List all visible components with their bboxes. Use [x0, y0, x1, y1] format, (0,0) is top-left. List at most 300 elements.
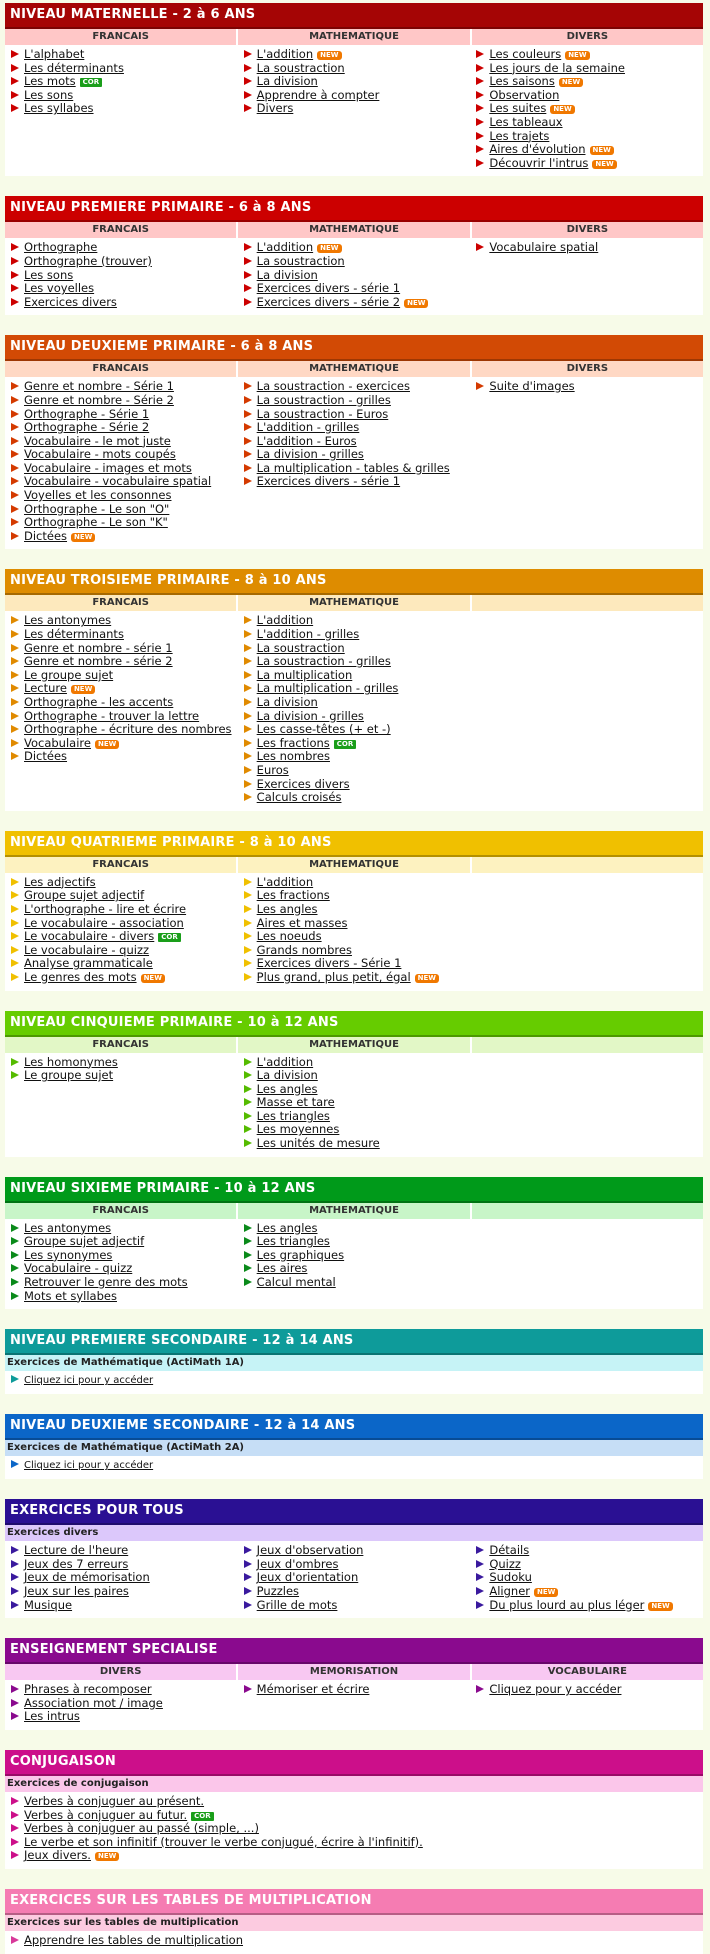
list-item: [11, 89, 238, 103]
triangle-bullet-icon: [244, 793, 252, 801]
cor-badge: COR: [334, 740, 356, 749]
list-item: [11, 255, 238, 269]
triangle-bullet-icon: [476, 159, 484, 167]
link-les-saisons[interactable]: Les saisons: [489, 74, 555, 89]
link-les-moyennes[interactable]: Les moyennes: [256, 1122, 340, 1137]
link-les-intrus[interactable]: Les intrus: [24, 1709, 80, 1724]
link-les-homonymes[interactable]: Les homonymes: [24, 1054, 118, 1069]
link-les-determinants[interactable]: Les déterminants: [24, 60, 124, 75]
link-les-fractions[interactable]: Les fractions: [256, 735, 330, 750]
triangle-bullet-icon: [244, 396, 252, 404]
list-item: [244, 669, 471, 683]
link-la-soustraction[interactable]: La soustraction: [256, 253, 345, 268]
column-header-divers: DIVERS: [472, 29, 703, 45]
triangle-bullet-icon: [11, 739, 19, 747]
triangle-bullet-icon: [11, 630, 19, 638]
triangle-bullet-icon: [244, 1071, 252, 1079]
link-genre-et-nombre-serie-1[interactable]: Genre et nombre - Série 1: [24, 379, 174, 394]
link-vocabulaire-mots-coupes[interactable]: Vocabulaire - mots coupés: [24, 447, 176, 462]
triangle-bullet-icon: [244, 1125, 252, 1133]
link-la-multiplication[interactable]: La multiplication: [256, 667, 353, 682]
triangle-bullet-icon: [11, 946, 19, 954]
link-la-division[interactable]: La division: [256, 1068, 318, 1083]
link-genre-et-nombre-serie-1[interactable]: Genre et nombre - série 1: [24, 640, 173, 655]
link-plus-grand-plus-petit-egal[interactable]: Plus grand, plus petit, égal: [256, 969, 411, 984]
list-item: [476, 89, 703, 103]
link-la-soustraction-grilles[interactable]: La soustraction - grilles: [256, 392, 391, 407]
triangle-bullet-icon: [244, 423, 252, 431]
list-item: [11, 1249, 238, 1263]
list-item: [476, 1599, 703, 1613]
column-mathematique: [238, 876, 471, 985]
link-vocabulaire-vocabulaire-spatial[interactable]: Vocabulaire - vocabulaire spatial: [24, 474, 212, 489]
link-l-addition[interactable]: L'addition: [256, 240, 314, 255]
list-item: [11, 1585, 238, 1599]
triangle-bullet-icon: [11, 464, 19, 472]
column-header-francais: FRANCAIS: [5, 595, 238, 611]
link-les-triangles[interactable]: Les triangles: [256, 1234, 330, 1249]
link-orthographe-serie-1[interactable]: Orthographe - Série 1: [24, 406, 150, 421]
link-du-plus-lourd-au-plus-leger[interactable]: Du plus lourd au plus léger: [489, 1597, 645, 1612]
cor-badge: COR: [80, 78, 102, 87]
link-phrases-a-recomposer[interactable]: Phrases à recomposer: [24, 1682, 152, 1697]
section-title: NIVEAU QUATRIEME PRIMAIRE - 8 à 10 ANS: [5, 831, 703, 857]
link-la-division[interactable]: La division: [256, 74, 318, 89]
link-aligner[interactable]: Aligner: [489, 1584, 530, 1598]
triangle-bullet-icon: [244, 271, 252, 279]
link-verbes-a-conjuguer-au-futur[interactable]: Verbes à conjuguer au futur.: [24, 1807, 188, 1822]
list-item: [244, 778, 471, 792]
list-item: [11, 1235, 238, 1249]
triangle-bullet-icon: [476, 1573, 484, 1581]
triangle-bullet-icon: [244, 450, 252, 458]
link-lecture[interactable]: Lecture: [24, 681, 67, 696]
link-les-sons[interactable]: Les sons: [24, 267, 74, 282]
list-item: [11, 889, 238, 903]
new-badge: NEW: [648, 1602, 672, 1611]
link-jeux-divers[interactable]: Jeux divers.: [24, 1848, 91, 1863]
link-les-angles[interactable]: Les angles: [256, 1081, 318, 1096]
link-la-division-grilles[interactable]: La division - grilles: [256, 447, 364, 462]
link-le-vocabulaire-quizz[interactable]: Le vocabulaire - quizz: [24, 942, 150, 957]
link-la-soustraction[interactable]: La soustraction: [256, 60, 345, 75]
list-item: [244, 737, 471, 751]
link-orthographe-les-accents[interactable]: Orthographe - les accents: [24, 695, 174, 709]
link-les-aires[interactable]: Les aires: [256, 1261, 308, 1276]
list-item: [11, 1809, 703, 1823]
triangle-bullet-icon: [11, 450, 19, 458]
triangle-bullet-icon: [11, 973, 19, 981]
link-les-unites-de-mesure[interactable]: Les unités de mesure: [256, 1136, 380, 1151]
link-le-vocabulaire-association[interactable]: Le vocabulaire - association: [24, 915, 184, 930]
list-item: [244, 48, 471, 62]
triangle-bullet-icon: [244, 1237, 252, 1245]
list-item: [476, 1571, 703, 1585]
list-item: [244, 750, 471, 764]
list-item: [244, 1110, 471, 1124]
triangle-bullet-icon: [11, 532, 19, 540]
triangle-bullet-icon: [11, 671, 19, 679]
link-lecture-de-l-heure[interactable]: Lecture de l'heure: [24, 1543, 129, 1558]
link-jeux-sur-les-paires[interactable]: Jeux sur les paires: [24, 1584, 129, 1598]
list-item: [244, 462, 471, 476]
link-genre-et-nombre-serie-2[interactable]: Genre et nombre - série 2: [24, 654, 173, 669]
link-quizz[interactable]: Quizz: [489, 1556, 521, 1571]
link-les-synonymes[interactable]: Les synonymes: [24, 1247, 113, 1262]
link-vocabulaire-quizz[interactable]: Vocabulaire - quizz: [24, 1261, 133, 1276]
new-badge: NEW: [534, 1588, 558, 1597]
cor-badge: COR: [158, 933, 180, 942]
section-title: EXERCICES POUR TOUS: [5, 1499, 703, 1525]
link-les-angles[interactable]: Les angles: [256, 1220, 318, 1235]
link-l-addition[interactable]: L'addition: [256, 1054, 314, 1069]
triangle-bullet-icon: [11, 1699, 19, 1707]
column-divers: [470, 380, 703, 543]
link-la-soustraction-grilles[interactable]: La soustraction - grilles: [256, 654, 391, 669]
link-details[interactable]: Détails: [489, 1543, 530, 1558]
link-orthographe[interactable]: Orthographe: [24, 240, 98, 255]
link-voyelles-et-les-consonnes[interactable]: Voyelles et les consonnes: [24, 488, 172, 503]
column-header-mathematique: MATHEMATIQUE: [238, 1037, 471, 1053]
list-item: [11, 1849, 703, 1863]
link-orthographe-ecriture-des-nombres[interactable]: Orthographe - écriture des nombres: [24, 722, 232, 737]
link-la-division-grilles[interactable]: La division - grilles: [256, 708, 364, 723]
list-item: [244, 1137, 471, 1151]
link-analyse-grammaticale[interactable]: Analyse grammaticale: [24, 956, 153, 971]
link-les-nombres[interactable]: Les nombres: [256, 749, 330, 764]
triangle-bullet-icon: [11, 423, 19, 431]
link-aires-et-masses[interactable]: Aires et masses: [256, 915, 348, 930]
columns: [5, 1541, 703, 1618]
link-l-addition[interactable]: L'addition: [256, 874, 314, 889]
list-item: [11, 682, 238, 696]
list-item: [11, 1822, 703, 1836]
list-item: [244, 1069, 471, 1083]
link-les-mots[interactable]: Les mots: [24, 74, 76, 89]
link-le-groupe-sujet[interactable]: Le groupe sujet: [24, 1068, 114, 1083]
triangle-bullet-icon: [476, 104, 484, 112]
triangle-bullet-icon: [11, 752, 19, 760]
link-apprendre-les-tables-de-multiplication[interactable]: Apprendre les tables de multiplication: [24, 1932, 244, 1947]
triangle-bullet-icon: [476, 132, 484, 140]
list-item: [11, 1374, 703, 1388]
column-header-francais: FRANCAIS: [5, 1037, 238, 1053]
link-groupe-sujet-adjectif[interactable]: Groupe sujet adjectif: [24, 1234, 145, 1249]
link-orthographe-trouver[interactable]: Orthographe (trouver): [24, 253, 152, 268]
list-item: [11, 241, 238, 255]
link-observation[interactable]: Observation: [489, 87, 560, 102]
link-l-addition[interactable]: L'addition: [256, 47, 314, 61]
column-francais: [5, 614, 238, 804]
triangle-bullet-icon: [11, 698, 19, 706]
list-item: [11, 1544, 238, 1558]
triangle-bullet-icon: [244, 684, 252, 692]
list-item: [244, 1222, 471, 1236]
link-l-addition-grilles[interactable]: L'addition - grilles: [256, 420, 360, 435]
column-mathematique: [238, 1056, 471, 1151]
new-badge: NEW: [317, 51, 341, 60]
triangle-bullet-icon: [244, 780, 252, 788]
list-item: [11, 917, 238, 931]
list-item: [11, 944, 238, 958]
link-les-tableaux[interactable]: Les tableaux: [489, 114, 563, 129]
link-l-addition[interactable]: L'addition: [256, 613, 314, 628]
column-mathematique: [238, 48, 471, 170]
link-euros[interactable]: Euros: [256, 762, 289, 777]
section-niveau-deuxieme-secondaire-12-a-14-ans: [5, 1414, 703, 1479]
triangle-bullet-icon: [244, 766, 252, 774]
link-apprendre-a-compter[interactable]: Apprendre à compter: [256, 87, 380, 102]
triangle-bullet-icon: [11, 1058, 19, 1066]
link-suite-d-images[interactable]: Suite d'images: [489, 379, 575, 394]
column-header-mathematique: MATHEMATIQUE: [238, 222, 471, 238]
link-le-verbe-et-son-infinitif-trouver-le-verbe-conjugue-ecrire-a-l-infinitif[interactable]: Le verbe et son infinitif (trouver le verbe conjugué, écrire à l'infinitif).: [24, 1834, 423, 1849]
columns: [5, 873, 703, 991]
link-les-graphiques[interactable]: Les graphiques: [256, 1247, 345, 1262]
list-item: [244, 241, 471, 255]
link-dictees[interactable]: Dictées: [24, 749, 68, 764]
section-title: ENSEIGNEMENT SPECIALISE: [5, 1638, 703, 1664]
list-item: [244, 448, 471, 462]
triangle-bullet-icon: [11, 477, 19, 485]
new-badge: NEW: [565, 51, 589, 60]
list-item: [244, 1249, 471, 1263]
column-empty: [470, 614, 703, 804]
column: [238, 1544, 471, 1612]
triangle-bullet-icon: [244, 298, 252, 306]
triangle-bullet-icon: [244, 91, 252, 99]
columns: [5, 1219, 703, 1310]
triangle-bullet-icon: [11, 1251, 19, 1259]
subheader: Exercices de Mathématique (ActiMath 1A): [5, 1355, 703, 1371]
triangle-bullet-icon: [244, 1685, 252, 1693]
column-header-divers: DIVERS: [472, 361, 703, 377]
list-item: [11, 394, 238, 408]
triangle-bullet-icon: [244, 1601, 252, 1609]
link-la-multiplication-grilles[interactable]: La multiplication - grilles: [256, 681, 399, 696]
list-item: [244, 723, 471, 737]
link-les-triangles[interactable]: Les triangles: [256, 1108, 330, 1123]
column-headers: [5, 361, 703, 377]
column-vocabulaire: [470, 1683, 703, 1724]
link-verbes-a-conjuguer-au-passe-simple[interactable]: Verbes à conjuguer au passé (simple, ...): [24, 1821, 259, 1836]
link-musique[interactable]: Musique: [24, 1597, 73, 1612]
new-badge: NEW: [71, 533, 95, 542]
link-les-suites[interactable]: Les suites: [489, 101, 547, 116]
triangle-bullet-icon: [244, 712, 252, 720]
section-title: NIVEAU DEUXIEME PRIMAIRE - 6 à 8 ANS: [5, 335, 703, 361]
link-les-couleurs[interactable]: Les couleurs: [489, 47, 562, 61]
triangle-bullet-icon: [11, 1838, 19, 1846]
triangle-bullet-icon: [476, 1546, 484, 1554]
link-les-sons[interactable]: Les sons: [24, 87, 74, 102]
column-header-memorisation: MEMORISATION: [238, 1664, 471, 1680]
link-le-groupe-sujet[interactable]: Le groupe sujet: [24, 667, 114, 682]
link-exercices-divers[interactable]: Exercices divers: [24, 294, 117, 309]
list-item: [11, 971, 238, 985]
link-les-adjectifs[interactable]: Les adjectifs: [24, 874, 96, 889]
link-masse-et-tare[interactable]: Masse et tare: [256, 1095, 335, 1110]
triangle-bullet-icon: [244, 919, 252, 927]
triangle-bullet-icon: [11, 657, 19, 665]
link-jeux-des-7-erreurs[interactable]: Jeux des 7 erreurs: [24, 1556, 129, 1571]
link-mots-et-syllabes[interactable]: Mots et syllabes: [24, 1288, 117, 1303]
link-l-addition-euros[interactable]: L'addition - Euros: [256, 433, 357, 448]
list-item: [11, 655, 238, 669]
link-decouvrir-l-intrus[interactable]: Découvrir l'intrus: [489, 155, 589, 170]
link-grands-nombres[interactable]: Grands nombres: [256, 942, 352, 957]
link-cliquez-ici-pour-y-acceder[interactable]: Cliquez ici pour y accéder: [24, 1460, 154, 1472]
link-vocabulaire-spatial[interactable]: Vocabulaire spatial: [489, 240, 599, 255]
link-dictees[interactable]: Dictées: [24, 528, 68, 543]
link-les-noeuds[interactable]: Les noeuds: [256, 929, 322, 944]
list-item: [244, 1083, 471, 1097]
link-vocabulaire[interactable]: Vocabulaire: [24, 735, 91, 750]
triangle-bullet-icon: [244, 959, 252, 967]
link-les-jours-de-la-semaine[interactable]: Les jours de la semaine: [489, 60, 625, 75]
link-les-antonymes[interactable]: Les antonymes: [24, 1220, 112, 1235]
link-la-soustraction[interactable]: La soustraction: [256, 640, 345, 655]
link-orthographe-le-son-k[interactable]: Orthographe - Le son "K": [24, 515, 168, 530]
link-la-division[interactable]: La division: [256, 267, 318, 282]
list-item: [244, 255, 471, 269]
triangle-bullet-icon: [244, 1139, 252, 1147]
list-item: [244, 917, 471, 931]
triangle-bullet-icon: [11, 1797, 19, 1805]
triangle-bullet-icon: [11, 271, 19, 279]
link-les-casse-tetes-et[interactable]: Les casse-têtes (+ et -): [256, 722, 391, 737]
list-item: [244, 296, 471, 310]
link-la-soustraction-exercices[interactable]: La soustraction - exercices: [256, 379, 410, 394]
link-aires-d-evolution[interactable]: Aires d'évolution: [489, 142, 586, 157]
section-exercices-sur-les-tables-de-multiplication: [5, 1889, 703, 1954]
link-calcul-mental[interactable]: Calcul mental: [256, 1275, 336, 1290]
list-item: [476, 62, 703, 76]
link-l-orthographe-lire-et-ecrire[interactable]: L'orthographe - lire et écrire: [24, 901, 187, 916]
link-cliquez-ici-pour-y-acceder[interactable]: Cliquez ici pour y accéder: [24, 1375, 154, 1387]
link-vocabulaire-images-et-mots[interactable]: Vocabulaire - images et mots: [24, 460, 192, 475]
list-item: [11, 516, 238, 530]
new-badge: NEW: [141, 974, 165, 983]
triangle-bullet-icon: [11, 1601, 19, 1609]
triangle-bullet-icon: [476, 77, 484, 85]
link-orthographe-trouver-la-lettre[interactable]: Orthographe - trouver la lettre: [24, 708, 200, 723]
list-item: [244, 1599, 471, 1613]
link-les-trajets[interactable]: Les trajets: [489, 128, 550, 143]
link-groupe-sujet-adjectif[interactable]: Groupe sujet adjectif: [24, 888, 145, 903]
column-header-mathematique: MATHEMATIQUE: [238, 29, 471, 45]
column-mathematique: [238, 380, 471, 543]
link-le-vocabulaire-divers[interactable]: Le vocabulaire - divers: [24, 929, 155, 944]
link-l-addition-grilles[interactable]: L'addition - grilles: [256, 627, 360, 642]
link-la-multiplication-tables-grilles[interactable]: La multiplication - tables & grilles: [256, 460, 450, 475]
triangle-bullet-icon: [11, 1546, 19, 1554]
list-item: [11, 642, 238, 656]
triangle-bullet-icon: [476, 118, 484, 126]
column-headers: [5, 595, 703, 611]
triangle-bullet-icon: [11, 725, 19, 733]
link-les-angles[interactable]: Les angles: [256, 901, 318, 916]
triangle-bullet-icon: [11, 104, 19, 112]
link-la-soustraction-euros[interactable]: La soustraction - Euros: [256, 406, 389, 421]
link-verbes-a-conjuguer-au-present[interactable]: Verbes à conjuguer au présent.: [24, 1793, 205, 1808]
link-association-mot-image[interactable]: Association mot / image: [24, 1695, 163, 1710]
list-item: [11, 102, 238, 116]
section-exercices-pour-tous: [5, 1499, 703, 1618]
link-cliquez-pour-y-acceder[interactable]: Cliquez pour y accéder: [489, 1682, 622, 1697]
list-item: [244, 380, 471, 394]
triangle-bullet-icon: [244, 257, 252, 265]
link-jeux-d-orientation[interactable]: Jeux d'orientation: [256, 1570, 359, 1585]
link-la-division[interactable]: La division: [256, 695, 318, 709]
link-les-antonymes[interactable]: Les antonymes: [24, 613, 112, 628]
link-divers[interactable]: Divers: [256, 101, 294, 116]
link-vocabulaire-le-mot-juste[interactable]: Vocabulaire - le mot juste: [24, 433, 171, 448]
section-title: NIVEAU PREMIERE PRIMAIRE - 6 à 8 ANS: [5, 196, 703, 222]
link-genre-et-nombre-serie-2[interactable]: Genre et nombre - Série 2: [24, 392, 174, 407]
link-orthographe-le-son-o[interactable]: Orthographe - Le son "O": [24, 501, 170, 516]
link-grille-de-mots[interactable]: Grille de mots: [256, 1597, 338, 1612]
triangle-bullet-icon: [11, 1560, 19, 1568]
link-jeux-d-observation[interactable]: Jeux d'observation: [256, 1543, 364, 1558]
triangle-bullet-icon: [11, 1936, 19, 1944]
link-orthographe-serie-2[interactable]: Orthographe - Série 2: [24, 420, 150, 435]
new-badge: NEW: [559, 78, 583, 87]
triangle-bullet-icon: [244, 739, 252, 747]
section-title: NIVEAU MATERNELLE - 2 à 6 ANS: [5, 3, 703, 29]
triangle-bullet-icon: [244, 932, 252, 940]
link-les-fractions[interactable]: Les fractions: [256, 888, 330, 903]
list-item: [11, 669, 238, 683]
link-l-alphabet[interactable]: L'alphabet: [24, 47, 85, 61]
link-jeux-de-memorisation[interactable]: Jeux de mémorisation: [24, 1570, 150, 1585]
column-francais: [5, 1056, 238, 1151]
list-item: [244, 696, 471, 710]
link-sudoku[interactable]: Sudoku: [489, 1570, 532, 1585]
link-puzzles[interactable]: Puzzles: [256, 1584, 300, 1598]
triangle-bullet-icon: [476, 91, 484, 99]
link-exercices-divers-serie-1[interactable]: Exercices divers - série 1: [256, 281, 401, 296]
link-les-voyelles[interactable]: Les voyelles: [24, 281, 95, 296]
link-jeux-d-ombres[interactable]: Jeux d'ombres: [256, 1556, 339, 1571]
link-exercices-divers-serie-1[interactable]: Exercices divers - série 1: [256, 474, 401, 489]
link-les-syllabes[interactable]: Les syllabes: [24, 101, 94, 116]
list-item: [244, 614, 471, 628]
triangle-bullet-icon: [11, 616, 19, 624]
list-item: [476, 143, 703, 157]
triangle-bullet-icon: [11, 298, 19, 306]
link-exercices-divers[interactable]: Exercices divers: [256, 776, 350, 791]
triangle-bullet-icon: [244, 1058, 252, 1066]
section-niveau-cinquieme-primaire-10-a-12-ans: [5, 1011, 703, 1157]
list-item: [244, 1544, 471, 1558]
link-exercices-divers-serie-2[interactable]: Exercices divers - série 2: [256, 294, 401, 309]
column-header-mathematique: MATHEMATIQUE: [238, 857, 471, 873]
list-item: [244, 89, 471, 103]
link-retrouver-le-genre-des-mots[interactable]: Retrouver le genre des mots: [24, 1275, 188, 1290]
link-calculs-croises[interactable]: Calculs croisés: [256, 790, 342, 805]
list-item: [11, 723, 238, 737]
column-header-empty: [472, 1203, 703, 1219]
link-exercices-divers-serie-1[interactable]: Exercices divers - Série 1: [256, 956, 402, 971]
link-memoriser-et-ecrire[interactable]: Mémoriser et écrire: [256, 1682, 370, 1697]
link-les-determinants[interactable]: Les déterminants: [24, 627, 124, 642]
list-item: [244, 930, 471, 944]
triangle-bullet-icon: [244, 616, 252, 624]
triangle-bullet-icon: [11, 1712, 19, 1720]
link-le-genres-des-mots[interactable]: Le genres des mots: [24, 969, 137, 984]
list-item: [11, 903, 238, 917]
